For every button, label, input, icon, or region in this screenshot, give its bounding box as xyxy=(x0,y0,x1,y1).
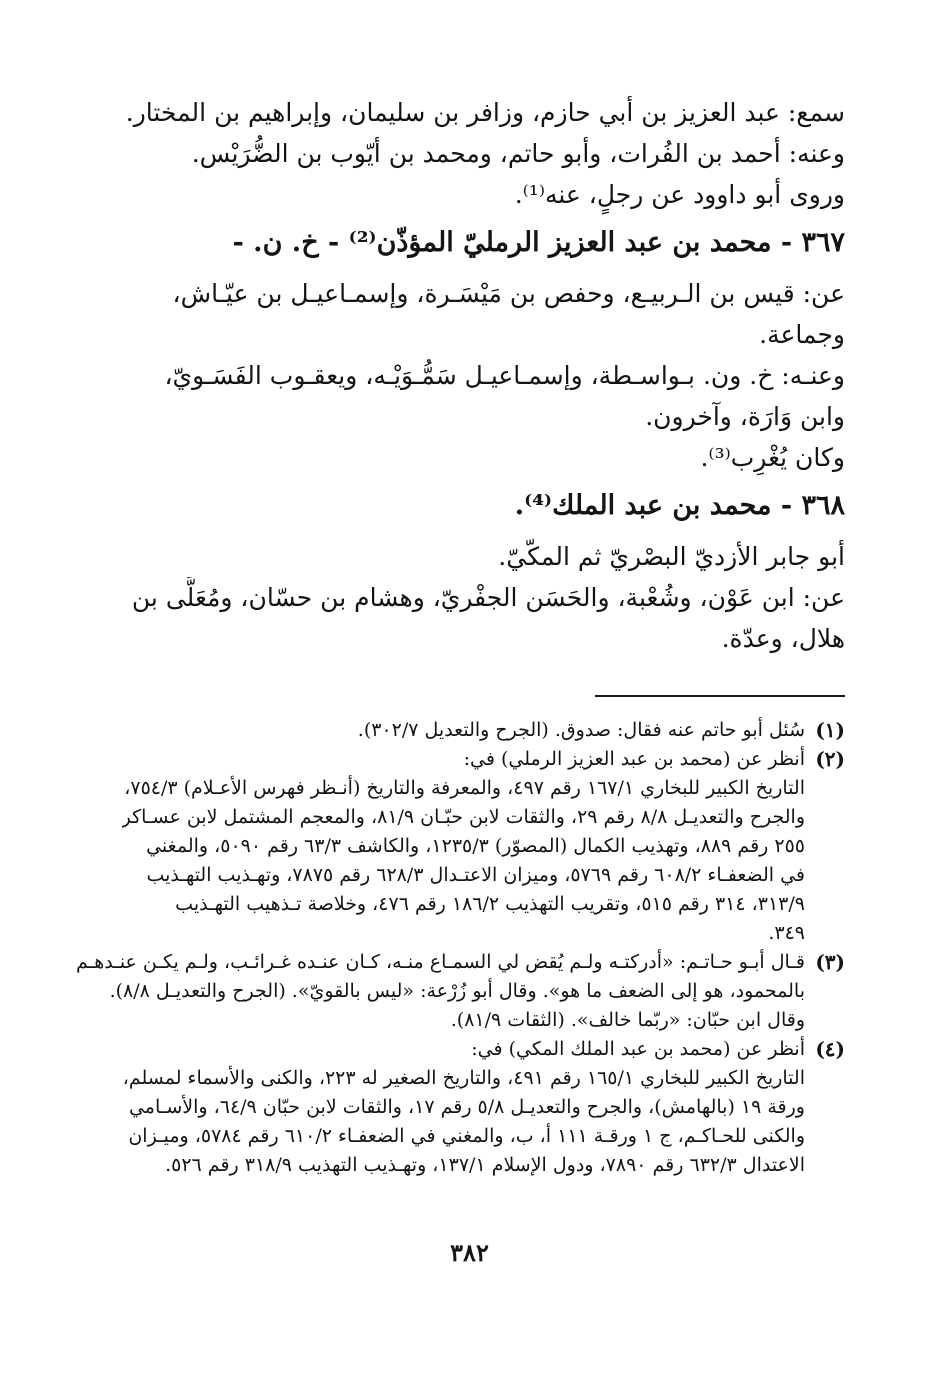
footnote-line: التاريخ الكبير للبخاري ١٦٧/١ رقم ٤٩٧، والمعرفة والتاريخ (أنـظر فهرس الأعـلام) ٧٥٤/٣، xyxy=(124,777,805,799)
footnote-line: أنظر عن (محمد بن عبد الملك المكي) في: xyxy=(471,1038,805,1060)
text-line: وعنـه: خ. ون. بـواسـطة، وإسمـاعيـل سَمُّـوَيْـه، ويعقـوب الفَسَـويّ، xyxy=(164,361,845,390)
text-line: سمع: عبد العزيز بن أبي حازم، وزافر بن سليمان، وإبراهيم بن المختار. xyxy=(125,98,845,127)
text-line: عن: ابن عَوْن، وشُعْبة، والحَسَن الجفْريّ، وهشام بن حسّان، ومُعَلَّى بن xyxy=(131,583,845,612)
footnote-2 xyxy=(121,745,845,948)
main-text xyxy=(125,92,845,659)
footnote-line: وقال ابن حبّان: «ربّما خالف». (الثقات ٨١/٩). xyxy=(450,1009,805,1031)
footnote-number: (٤) xyxy=(815,1037,845,1061)
footnote-1 xyxy=(125,716,845,745)
footnote-line: ٣٤٩. xyxy=(768,922,805,944)
text-line: عن: قيس بن الـربيـع، وحفص بن مَيْسَـرة، وإسمـاعيـل بن عيّـاش، xyxy=(172,279,845,308)
footnote-number: (٣) xyxy=(815,950,845,974)
footnote-line: سُئل أبو حاتم عنه فقال: صدوق. (الجرح والتعديل ٣٠٢/٧). xyxy=(357,719,805,741)
text-line: وجماعة. xyxy=(759,320,845,349)
footnote-line: ٣١٣/٩، ٣١٤ رقم ٥١٥، وتقريب التهذيب ١٨٦/٢ رقم ٤٧٦، وخلاصة تـذهيب التهـذيب xyxy=(175,893,805,915)
text-line: وروى أبو داوود عن رجلٍ، عنه⁽¹⁾. xyxy=(514,180,845,209)
footnote-line: والكنى للحـاكـم، ج ١ ورقـة ١١١ أ، ب، والمغني في الضعفـاء ٦١٠/٢ رقم ٥٧٨٤، وميـزان xyxy=(128,1125,805,1147)
footnote-separator xyxy=(595,695,845,697)
footnote-line: قـال أبـو حـاتـم: «أدركتـه ولـم يُقض لي السمـاع منـه، كـان عنـده غـرائـب، ولـم يكـن عنـدهـم xyxy=(76,951,805,973)
footnote-line: في الضعفـاء ٦٠٨/٢ رقم ٥٧٦٩، وميزان الاعتـدال ٦٢٨/٣ رقم ٧٨٧٥، وتهـذيب التهـذيب xyxy=(146,864,805,886)
footnote-line: أنظر عن (محمد بن عبد العزيز الرملي) في: xyxy=(463,748,805,770)
text-line: أبو جابر الأزديّ البصْريّ ثم المكّيّ. xyxy=(498,542,845,571)
footnote-4 xyxy=(122,1035,845,1180)
entry-heading-367: ٣٦٧ - محمد بن عبد العزيز الرمليّ المؤذّن⁽²⁾ - خ. ن. - xyxy=(232,227,845,258)
text-line: هلال، وعدّة. xyxy=(721,624,845,653)
footnote-line: الاعتدال ٦٣٢/٣ رقم ٧٨٩٠، ودول الإسلام ١٣٧/١، وتهـذيب التهذيب ٣١٨/٩ رقم ٥٢٦. xyxy=(165,1154,805,1176)
footnote-3 xyxy=(76,948,845,1035)
footnote-line: ورقة ١٩ (بالهامش)، والجرح والتعديـل ٥/٨ رقم ١٧، والثقات لابن حبّان ٦٤/٩، والأسـامي xyxy=(128,1096,805,1118)
footnotes xyxy=(76,716,845,1180)
text-line: وعنه: أحمد بن الفُرات، وأبو حاتم، ومحمد بن أيّوب بن الضُّرَيْس. xyxy=(191,139,845,168)
entry-heading-368: ٣٦٨ - محمد بن عبد الملك⁽⁴⁾. xyxy=(514,490,845,521)
footnote-line: التاريخ الكبير للبخاري ١٦٥/١ رقم ٤٩١، والتاريخ الصغير له ٢٢٣، والكنى والأسماء لمسلم، xyxy=(122,1067,805,1089)
footnote-line: والجرح والتعديـل ٨/٨ رقم ٢٩، والثقات لابن حبّـان ٨١/٩، والمعجم المشتمل لابن عسـاكر xyxy=(121,806,805,828)
text-line: وابن وَارَة، وآخرون. xyxy=(645,402,845,431)
footnote-line: ٢٥٥ رقم ٨٨٩، وتهذيب الكمال (المصوّر) ١٢٣٥/٣، والكاشف ٦٣/٣ رقم ٥٠٩٠، والمغني xyxy=(146,835,805,857)
text-line: وكان يُغْرِب⁽³⁾. xyxy=(700,443,845,472)
footnote-line: بالمحمود، هو إلى الضعف ما هو». وقال أبو زُرْعة: «ليس بالقويّ». (الجرح والتعديـل ٨/٨). xyxy=(109,980,805,1002)
footnote-number: (٢) xyxy=(815,747,845,771)
footnote-number: (١) xyxy=(815,718,845,742)
page-number: ٣٨٢ xyxy=(450,1238,489,1267)
